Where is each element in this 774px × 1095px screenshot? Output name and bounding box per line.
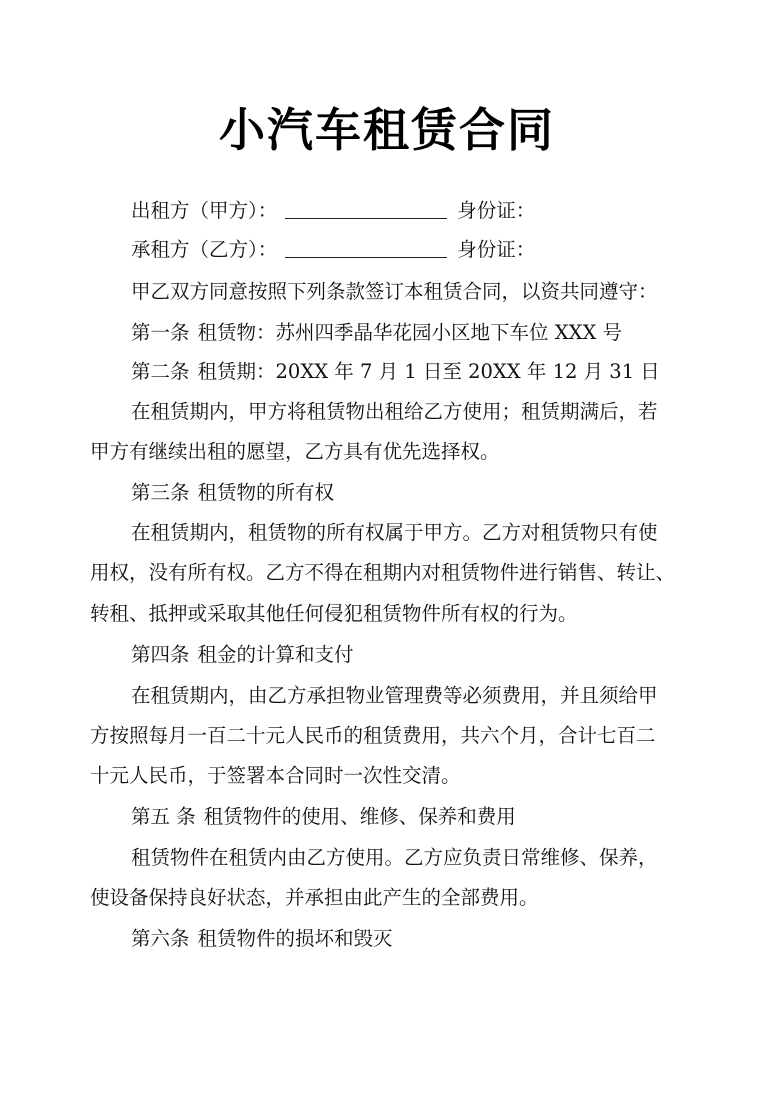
article-2-body-line: 在租赁期内，甲方将租赁物出租给乙方使用；租赁期满后，若 [131, 400, 658, 423]
article-1-heading [131, 320, 622, 346]
article-4-heading [131, 642, 354, 668]
article-number: 第六条 [131, 927, 190, 950]
intro-paragraph: 甲乙双方同意按照下列条款签订本租赁合同，以资共同遵守： [131, 280, 658, 303]
article-5-body-line: 租赁物件在租赁内由乙方使用。乙方应负责日常维修、保养， [131, 846, 658, 869]
document-title: 小汽车租赁合同 [219, 103, 555, 157]
article-number: 第四条 [131, 643, 190, 666]
article-3-body-line: 在租赁期内，租赁物的所有权属于甲方。乙方对租赁物只有使 [131, 521, 658, 544]
article-number: 第五 条 [131, 805, 196, 828]
party-b-name-blank[interactable] [285, 237, 447, 258]
article-4-body-line: 方按照每月一百二十元人民币的租赁费用，共六个月，合计七百二 [90, 724, 656, 747]
party-b-line [131, 237, 535, 263]
article-heading-text: 租赁物件的损坏和毁灭 [197, 927, 393, 950]
party-a-id-label: 身份证： [457, 199, 536, 222]
article-number: 第三条 [131, 481, 190, 504]
article-heading-text: 租赁物的所有权 [197, 481, 335, 504]
article-heading-text: 租赁期：20XX 年 7 月 1 日至 20XX 年 12 月 31 日 [197, 360, 660, 383]
article-number: 第一条 [131, 321, 190, 344]
article-2-heading [131, 359, 660, 385]
party-a-label: 出租方（甲方）： [131, 199, 278, 222]
article-2-body-line: 甲方有继续出租的愿望，乙方具有优先选择权。 [90, 440, 500, 463]
party-a-line [131, 198, 535, 224]
party-b-label: 承租方（乙方）： [131, 238, 278, 261]
article-heading-text: 租赁物：苏州四季晶华花园小区地下车位 XXX 号 [197, 321, 623, 344]
article-5-heading [131, 804, 516, 830]
article-5-body-line: 使设备保持良好状态，并承担由此产生的全部费用。 [90, 886, 539, 909]
article-3-body-line: 转租、抵押或采取其他任何侵犯租赁物件所有权的行为。 [90, 602, 578, 625]
article-6-heading [131, 926, 393, 952]
article-heading-text: 租金的计算和支付 [197, 643, 354, 666]
article-3-body-line: 用权，没有所有权。乙方不得在租期内对租赁物件进行销售、转让、 [90, 561, 676, 584]
article-4-body-line: 十元人民币，于签署本合同时一次性交清。 [90, 764, 461, 787]
party-a-name-blank[interactable] [285, 198, 447, 219]
article-number: 第二条 [131, 360, 190, 383]
article-3-heading [131, 480, 334, 506]
article-4-body-line: 在租赁期内，由乙方承担物业管理费等必须费用，并且须给甲 [131, 684, 658, 707]
article-heading-text: 租赁物件的使用、维修、保养和费用 [203, 805, 516, 828]
party-b-id-label: 身份证： [457, 238, 536, 261]
